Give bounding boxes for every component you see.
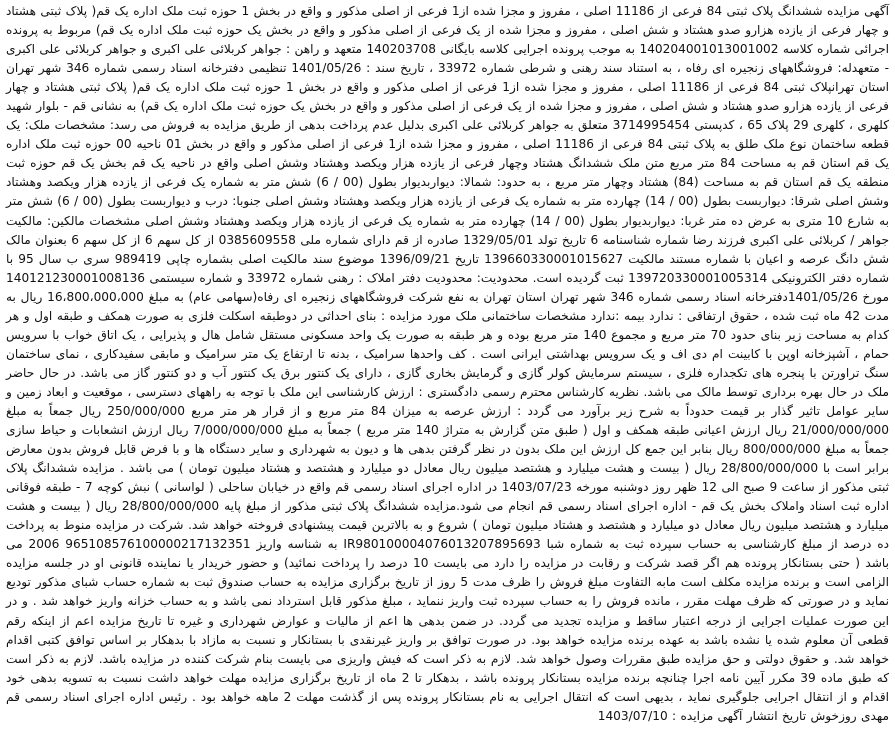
auction-notice-text: آگهی مزایده ششدانگ پلاک ثبتی 84 فرعی از 11186 اصلی ، مفروز و مجزا شده از1 فرعی از اصلی مذکور و واقع در بخش 1 حوزه ثبت ملک اداره یک قم( پلاک ثبتی هشتاد و چهار فرعی از یازده هزارو صدو هشتاد و شش اصلی ، مفروز و مجزا شده از یک فرعی از اصلی مذکور و واقع در بخش یک حوزه ثبت ملک اداره یک قم) مربوط به پرونده اجرائی شماره کلاسه 140204001013001002 به موجب پرونده اجرایی کلاسه بایگانی 140203708 متعهد و راهن : جواهر کربلائی علی اکبری و جواهر کربلائی علی اکبری - متعهدله: فروشگاههای زنجیره ای رفاه ، به استناد سند رهنی و شرطی شماره 33972 ، تاریخ سند : 1401/05/26 تنظیمی دفترخانه اسناد رسمی شماره 346 شهر تهران استان تهرانپلاک ثبتی 84 فرعی از 11186 اصلی ، مفروز و مجزا شده از1 فرعی از اصلی مذکور و واقع در بخش 1 حوزه ثبت ملک اداره یک قم( پلاک ثبتی هشتاد و چهار فرعی از یازده هزارو صدو هشتاد و شش اصلی ، مفروز و مجزا شده از یک فرعی از اصلی مذکور و واقع در بخش یک حوزه ثبت ملک اداره یک قم) به نشانی قم - بلوار شهید کلهری ، کلهری 29 پلاک 65 ، کدپستی 3714995454 متعلق به جواهر کربلائی علی اکبری بدلیل عدم پرداخت بدهی از طریق مزایده به فروش می رسد: مشخصات ملک: یک قطعه ساختمان نوع ملک طلق به پلاک ثبتی 84 فرعی از 11186 اصلی ، مفروز و مجزا شده از1 فرعی از اصلی مذکور و واقع در بخش 01 ناحیه 00 حوزه ثبت ملک اداره یک قم استان قم به مساحت 84 متر مربع متن ملک ششدانگ هشتاد وچهار فرعی از یازده هزار ویکصد وهشتاد وشش اصلی واقع در ناحیه یک قم بخش یک قم حوزه ثبت منطقه یک قم استان قم به مساحت (84) هشتاد وچهار متر مربع ، به حدود: شمالا: دیواربدیوار بطول (00 / 6) شش متر به شماره یک فرعی از یازده هزار ویکصد وهشتاد وشش اصلی شرقا: دیواربست بطول (00 / 14) چهارده متر به شماره یک فرعی از یازده هزار ویکصد وهشتاد وشش اصلی جنوبا: درب و دیواربست بطول (00 / 6) شش متر به شارع 10 متری به عرض ده متر غربا: دیواربدیوار بطول (00 / 14) چهارده متر به شماره یک فرعی از یازده هزار ویکصد وهشتاد وشش اصلی مشخصات مالکین: مالکیت جواهر / کربلائی علی اکبری فرزند رضا شماره شناسنامه 6 تاریخ تولد 1329/05/01 صادره از قم دارای شماره ملی 0385609558 از کل سهم 6 از کل سهم 6 بعنوان مالک شش دانگ عرصه و اعیان با شماره مستند مالکیت 139660330001015627 تاریخ 1396/09/21 موضوع سند مالکیت اصلی بشماره چاپی 989419 سری ب سال 95 با شماره دفتر الکترونیکی 139720330001005314 ثبت گردیده است. محدودیت: محدودیت دفتر املاک : رهنی شماره 33972 و شماره سیستمی 140121230001008136 مورخ 1401/05/26دفترخانه اسناد رسمی شماره 346 شهر تهران استان تهران به نفع شرکت فروشگاههای زنجیره ای رفاه(سهامی عام) به مبلغ 16،800،000،000 ریال به مدت 42 ماه ثبت شده ، حقوق ارتفاقی : ندارد بیمه :ندارد مشخصات ساختمانی ملک مورد مزایده : بنای احداثی در دوطبقه اسکلت فلزی به صورت همکف و طبقه اول و هر کدام به مساحت زیر بنای حدود 70 متر مربع و مجموع 140 متر مربع بوده و هر طبقه به صورت یک واحد مسکونی مستقل شامل هال و پذیرایی ، یک اتاق خواب با سرویس حمام ، آشپزخانه اوپن با کابینت ام دی اف و یک سرویس بهداشتی ایرانی است . کف واحدها سرامیک ، بدنه تا ارتفاع یک متر سرامیک و مابقی سفیدکاری ، نمای ساختمان سنگ تراورتن با پنجره های تکجداره فلزی ، سیستم سرمایش کولر گازی و گرمایش بخاری گازی ، دارای یک کنتور برق یک کنتور آب و دو کنتور گاز می باشد. در حال حاضر ملک در حال بهره برداری توسط مالک می باشد. نظریه کارشناس محترم رسمی دادگستری : ارزش کارشناسی این ملک با توجه به راههای دسترسی ، موقعیت و ابعاد زمین و سایر عوامل تاثیر گذار بر قیمت حدوداً به شرح زیر برآورد می گردد : ارزش عرصه به میزان 84 متر مربع و از قرار هر متر مربع 250/000/000 ریال جمعاً به مبلغ 21/000/000/000 ریال ارزش اعیانی طبقه همکف و اول ( طبق متن گزارش به متراژ 140 متر مربع ) جمعاً به مبلغ 7/000/000/000 ریال ارزش انشعابات و حیاط سازی جمعاً به مبلغ 800/000/000 ریال بنابر این جمع کل ارزش این ملک بدون در نظر گرفتن بدهی ها و دیون به شهرداری و سایر دستگاه ها و با فرض قابل فروش بدون معارض برابر است با 28/800/000/000 ریال ( بیست و هشت میلیارد و هشتصد میلیون ریال معادل دو میلیارد و هشتصد و هشتاد میلیون تومان ) می باشد . مزایده ششدانگ پلاک ثبتی مذکور از ساعت 9 صبح الی 12 ظهر روز دوشنبه مورخه 1403/07/23 در اداره اجرای اسناد رسمی قم واقع در خیابان ساحلی ( لواسانی ) نبش کوچه 7 - طبقه فوقانی اداره ثبت اسناد واملاک بخش یک قم - اداره اجرای اسناد رسمی قم انجام می شود.مزایده ششدانگ پلاک ثبتی مذکور از مبلغ پایه 28/800/000/000 ریال ( بیست و هشت میلیارد و هشتصد میلیون ریال معادل دو میلیارد و هشتصد و هشتاد میلیون تومان ) شروع و به بالاترین قیمت پیشنهادی فروخته خواهد شد. شرکت در مزایده منوط به پرداخت ده درصد از مبلغ کارشناسی به حساب سپرده ثبت به شماره شبا IR980100004076013207895693 به شناسه واریز 965108576100000217132351 2006 می باشد ( حتی بستانکار پرونده هم اگر قصد شرکت و رقابت در مزایده را دارد می بایست 10 درصد را پرداخت نمائید) و حضور خریدار یا نماینده قانونی او در جلسه مزایده الزامی است و برنده مزایده مکلف است مابه التفاوت مبلغ فروش را ظرف مدت 5 روز از تاریخ برگزاری مزایده به حساب صندوق ثبت به شماره حساب شبای مذکور تودیع نماید و در صورتی که ظرف مهلت مقرر ، مانده فروش را به حساب سپرده ثبت واریز ننماید ، مبلغ مذکور قابل استرداد نمی باشد و به حساب خزانه واریز خواهد شد . و در این صورت عملیات اجرایی از درجه اعتبار ساقط و مزایده تجدید می گردد. در ضمن بدهی ها اعم از مالیات و عوارض شهرداری و غیره تا تاریخ مزایده اعم از اینکه رقم قطعی آن معلوم شده یا نشده باشد به عهده برنده مزایده خواهد بود. در صورت توافق بر واریز غیرنقدی با بستانکار و نسبت به مازاد با بدهکار بر اساس توافق کتبی اقدام خواهد شد. و حقوق دولتی و حق مزایده طبق مقررات وصول خواهد شد. لازم به ذکر است که فیش واریزی می بایست بنام شرکت کننده در مزایده باشد. لازم به ذکر است که طبق ماده 39 مکرر آیین نامه اجرا چنانچه برنده مزایده بستانکار پرونده باشد ، بدهکار تا 2 ماه از تاریخ برگزاری مزایده مهلت خواهد داشت نسبت به تسویه بدهی خود اقدام و از انتقال اجرایی جلوگیری نماید ، بدیهی است که انتقال اجرایی به نام بستانکار پرونده پس از گذشت مهلت 2 ماهه خواهد بود . رئیس اداره اجرای اسناد رسمی قم مهدی روزخوش تاریخ انتشار آگهی مزایده : 1403/07/10 — [6, 4, 890, 723]
